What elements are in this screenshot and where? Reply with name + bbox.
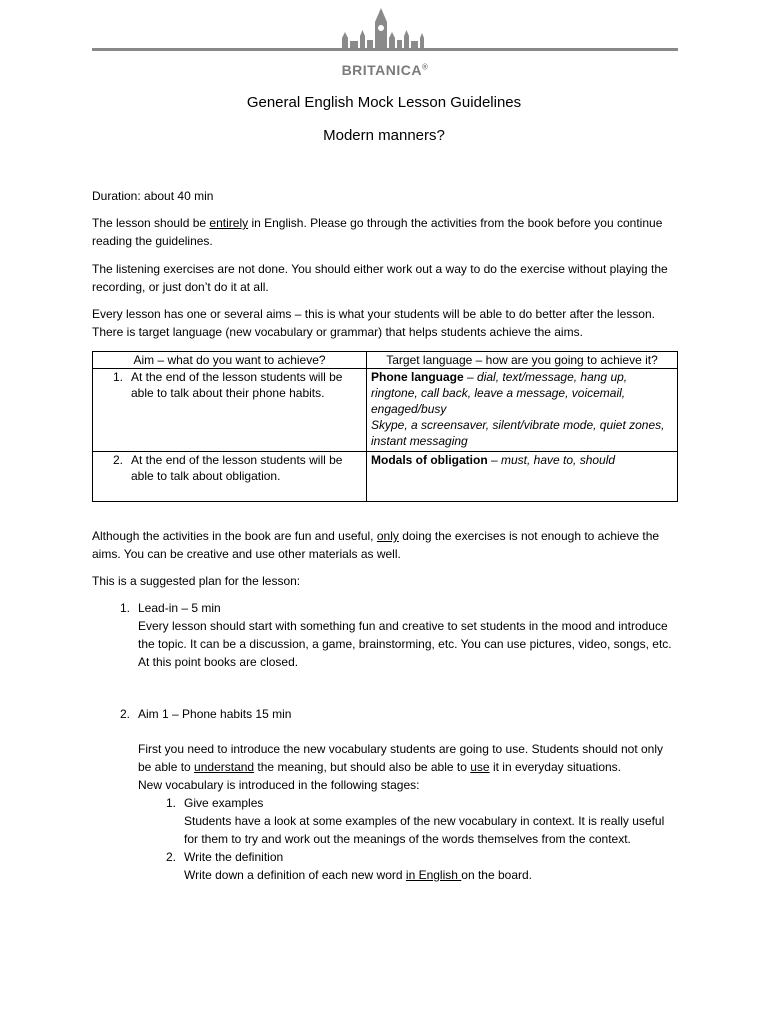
plan-item-note: At this point books are closed. [138, 655, 299, 669]
aim-cell: 1. At the end of the lesson students will be able to talk about their phone habits. [93, 369, 367, 452]
plan-item-title: Lead-in – 5 min [138, 601, 221, 615]
stages-intro: New vocabulary is introduced in the following stages: [138, 778, 420, 792]
document-title: General English Mock Lesson Guidelines [246, 94, 522, 111]
document-subtitle: Modern manners? [323, 127, 445, 144]
plan-item-title: Aim 1 – Phone habits 15 min [138, 707, 292, 721]
aims-paragraph: Every lesson has one or several aims – this is what your students will be able to do better after the lesson. There is target language (new vocabulary or grammar) that helps students achieve the aims. [92, 307, 655, 339]
stage-body: Students have a look at some examples of the new vocabulary in context. It is really useful for them to try and work out the meanings of the words themselves from the context. [184, 814, 665, 846]
skyline-icon [92, 8, 678, 58]
plan-item: 2. Aim 1 – Phone habits 15 min First you need to introduce the new vocabulary students are going to use. Students should not only be able to understand the meaning, but should also be able to use it in everyday situations. New vocabulary is introduced in the following stages: 1. Give examples Students have a look at some examples of the new vocabulary in context. It is really useful for them to try and work out the meanings of the words themselves from the context. 2. Write the definition Write down a definition of each new word in English on the board. [92, 705, 678, 884]
although-paragraph: Although the activities in the book are fun and useful, only doing the exercises is not enough to achieve the aims. You can be creative and use other materials as well. [92, 529, 660, 561]
english-paragraph: The lesson should be entirely in English. Please go through the activities from the book before you continue reading the guidelines. [92, 216, 663, 248]
target-cell: Modals of obligation – must, have to, should [367, 452, 678, 502]
aims-table-wrap [92, 351, 678, 502]
britanica-logo [92, 8, 678, 76]
table-header-aim: Aim – what do you want to achieve? [93, 352, 367, 369]
duration-text: Duration: about 40 min [92, 189, 214, 203]
plan-item-body: Every lesson should start with something fun and creative to set students in the mood and introduce the topic. It can be a discussion, a game, brainstorming, etc. You can use pictures, video, songs, etc. [138, 619, 672, 651]
stage-item: 2. Write the definition Write down a definition of each new word in English on the board. [138, 848, 678, 884]
plan-item: 1. Lead-in – 5 min Every lesson should start with something fun and creative to set students in the mood and introduce the topic. It can be a discussion, a game, brainstorming, etc. You can use pictures, video, songs, etc. At this point books are closed. [92, 599, 678, 671]
brand-name: BRITANICA® [341, 62, 429, 78]
stage-title: Give examples [184, 796, 264, 810]
listening-paragraph: The listening exercises are not done. You should either work out a way to do the exercise without playing the recording, or just don’t do it at all. [92, 262, 668, 294]
target-cell: Phone language – dial, text/message, hang up, ringtone, call back, leave a message, voicemail, engaged/busy Skype, a screensaver, silent/vibrate mode, quiet zones, instant messaging [367, 369, 678, 452]
stage-body: Write down a definition of each new word in English on the board. [184, 868, 533, 882]
table-row [93, 452, 678, 502]
stage-item: 1. Give examples Students have a look at some examples of the new vocabulary in context. It is really useful for them to try and work out the meanings of the words themselves from the context. [138, 794, 678, 848]
aim-cell: 2. At the end of the lesson students will be able to talk about obligation. [93, 452, 367, 502]
aims-table [92, 351, 678, 502]
plan-item-intro: First you need to introduce the new vocabulary students are going to use. Students should not only be able to understand the meaning, but should also be able to use it in everyday situations. [138, 742, 663, 774]
stage-title: Write the definition [184, 850, 284, 864]
table-row [93, 369, 678, 452]
plan-intro: This is a suggested plan for the lesson: [92, 574, 301, 588]
table-header-target: Target language – how are you going to achieve it? [367, 352, 678, 369]
